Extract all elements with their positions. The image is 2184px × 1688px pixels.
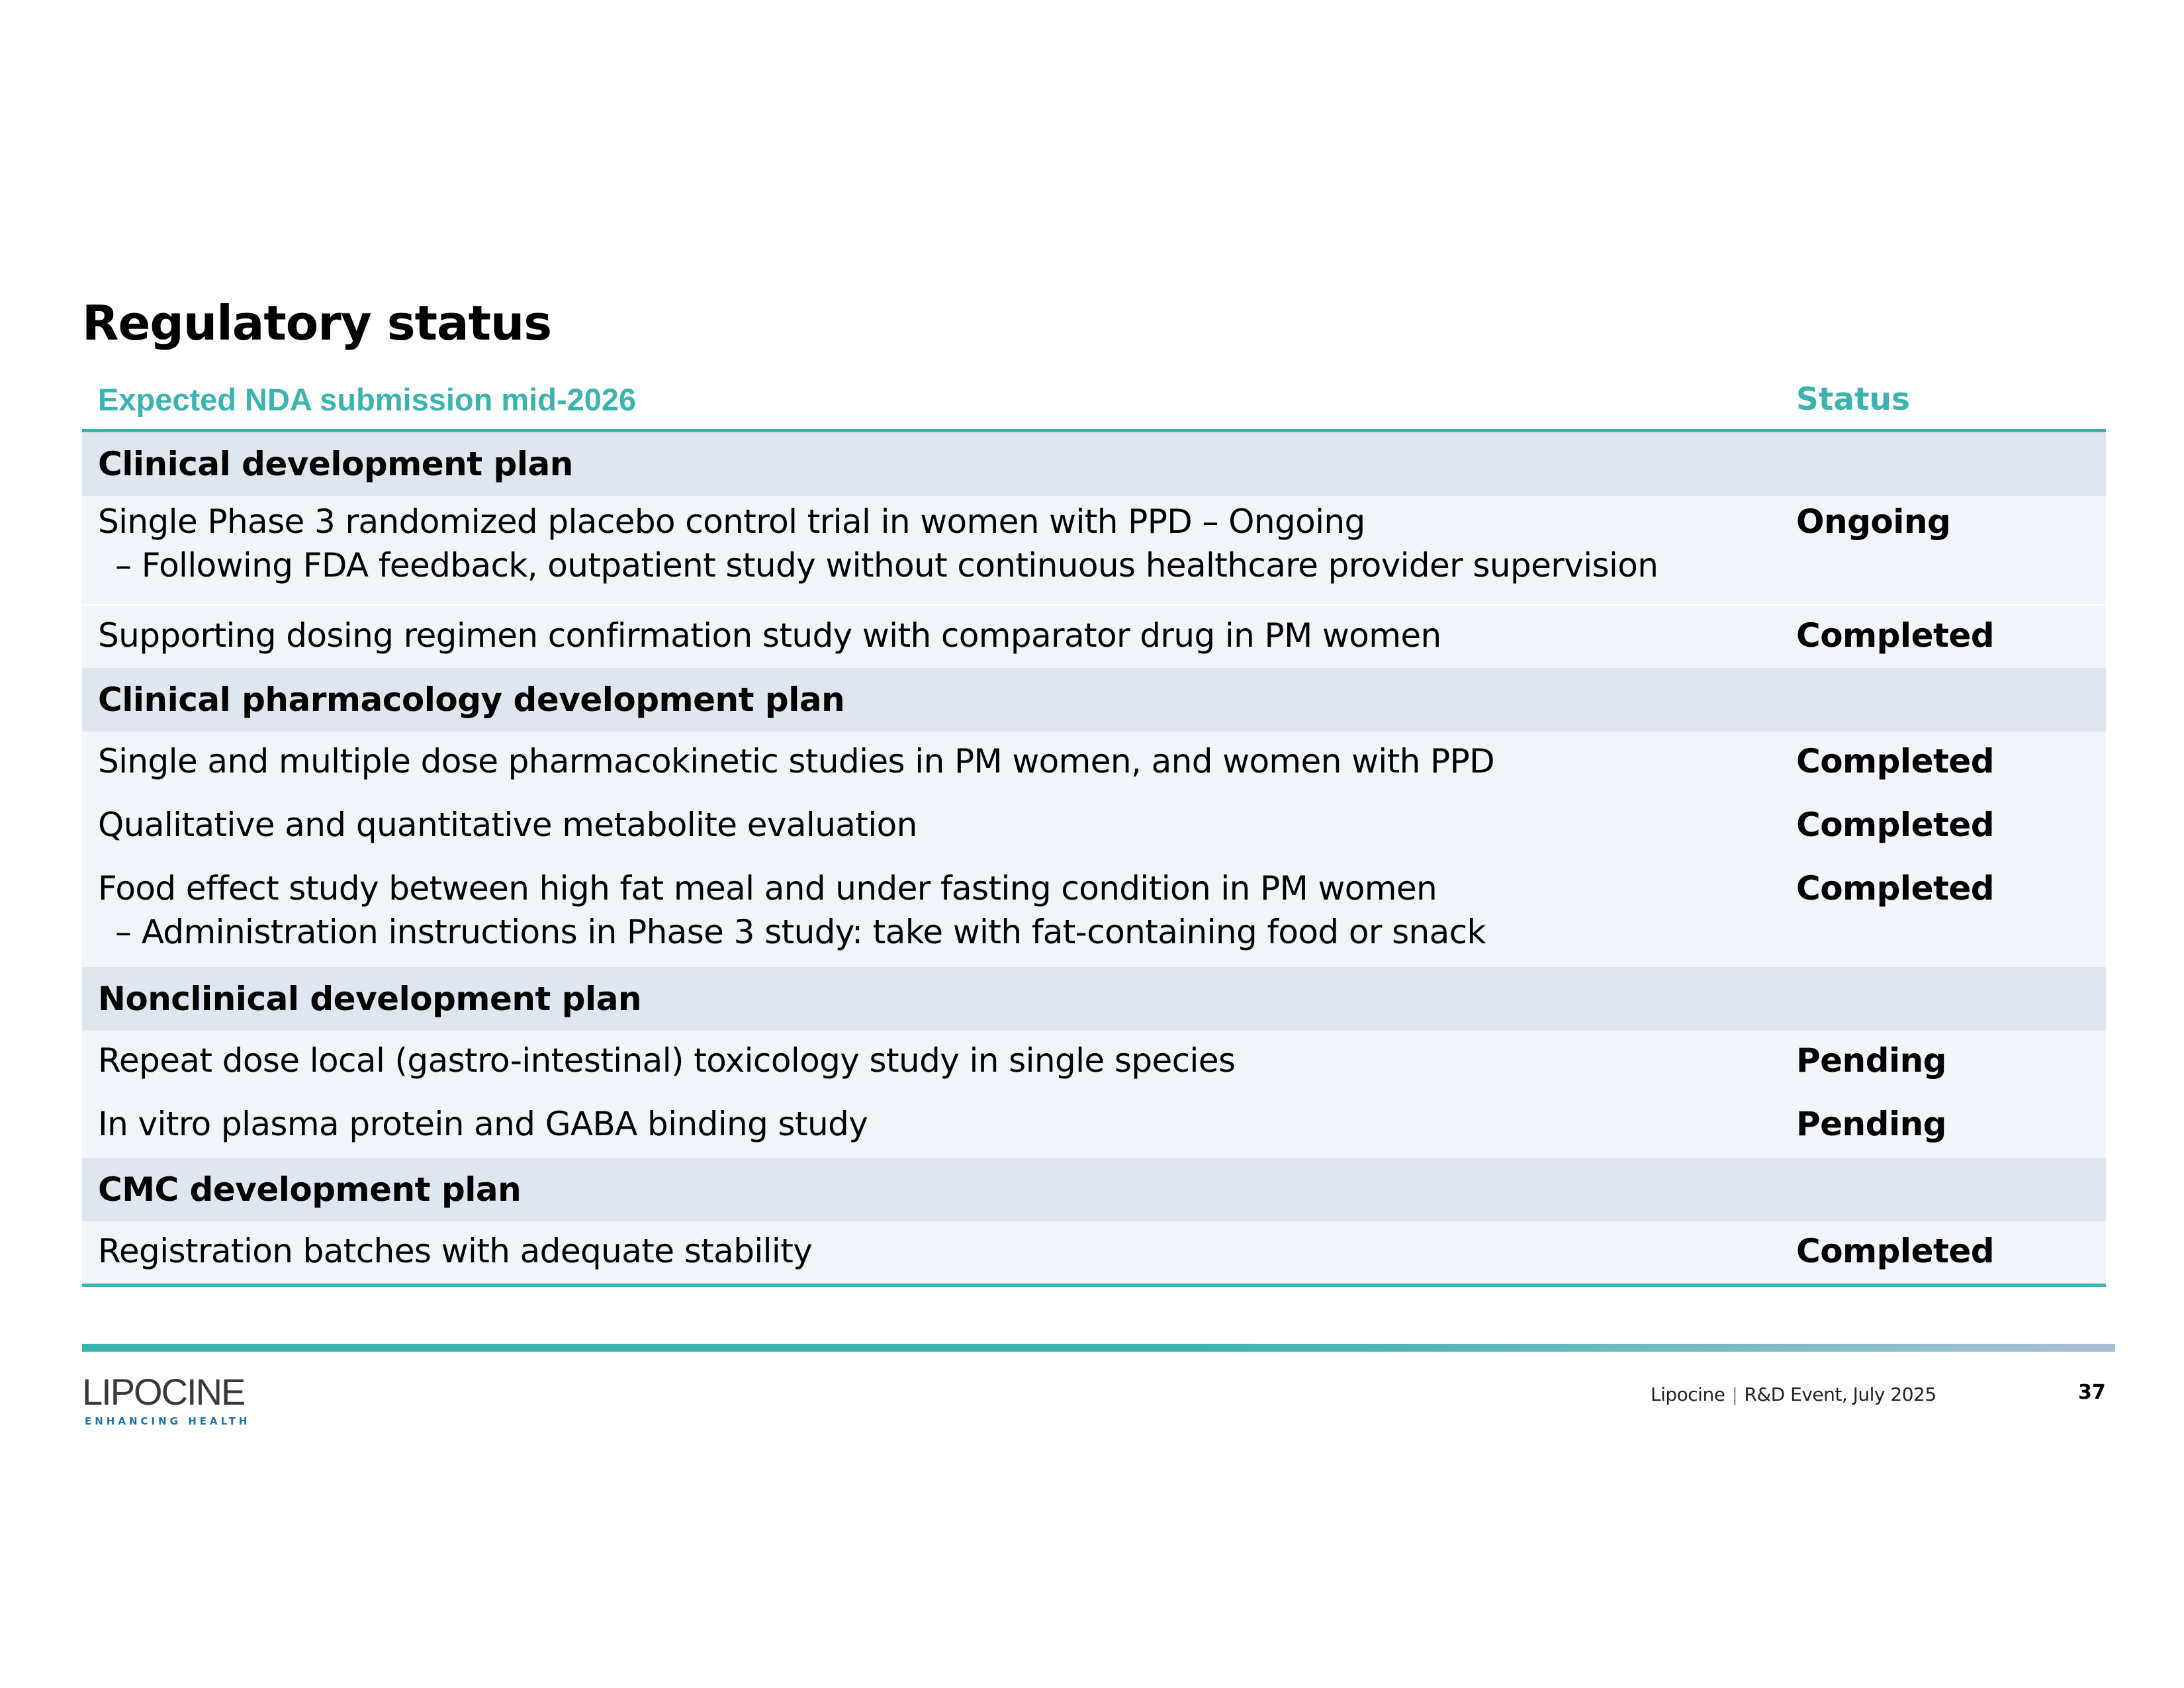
row-description [98,867,1766,954]
row-subtext: – Following FDA feedback, outpatient study without continuous healthcare provider supervision [115,546,1659,585]
table-row [82,1031,2106,1094]
table-row [82,731,2106,795]
row-text: Single and multiple dose pharmacokinetic studies in PM women, and women with PPD [98,742,1495,780]
logo-tagline: ENHANCING HEALTH [85,1415,251,1427]
table-bottom-rule [82,1284,2106,1287]
row-text: Single Phase 3 randomized placebo control trial in women with PPD – Ongoing [98,502,1365,541]
status-pending: Pending [1796,1041,1946,1080]
header-nda-submission: Expected NDA submission mid-2026 [98,382,637,417]
table-row [82,496,2106,604]
row-text: Registration batches with adequate stability [98,1232,813,1270]
row-text: In vitro plasma protein and GABA binding study [98,1105,868,1143]
status-pending: Pending [1796,1105,1946,1143]
table-row [82,795,2106,859]
section-nonclinical-development: Nonclinical development plan [82,967,2106,1031]
row-text: Qualitative and quantitative metabolite evaluation [98,806,917,844]
row-text: Food effect study between high fat meal and under fasting condition in PM women [98,869,1437,908]
regulatory-status-table [82,371,2106,1287]
status-completed: Completed [1796,616,1995,655]
footer-company: Lipocine [1651,1383,1725,1405]
status-completed: Completed [1796,742,1995,780]
table-row [82,1221,2106,1284]
page-title: Regulatory status [82,295,552,351]
status-completed: Completed [1796,869,1995,908]
row-text: Repeat dose local (gastro-intestinal) toxicology study in single species [98,1041,1236,1080]
section-clinical-pharmacology: Clinical pharmacology development plan [82,668,2106,731]
row-text: Supporting dosing regimen confirmation study with comparator drug in PM women [98,616,1441,655]
table-row [82,859,2106,967]
footer-event-info [1651,1383,1936,1405]
lipocine-logo [82,1370,281,1432]
status-completed: Completed [1796,806,1995,844]
status-ongoing: Ongoing [1796,502,1951,541]
footer-separator: | [1731,1383,1738,1405]
page-number: 37 [2078,1381,2106,1404]
table-row [82,604,2106,668]
logo-wordmark: LIPOCINE [82,1371,245,1413]
lipocine-logo-mark [82,1370,281,1430]
header-status: Status [1796,381,1910,418]
row-subtext: – Administration instructions in Phase 3 study: take with fat-containing food or snack [115,913,1486,951]
status-completed: Completed [1796,1232,1995,1270]
row-description [98,500,1766,587]
section-clinical-development: Clinical development plan [82,432,2106,496]
footer-divider-bar [82,1344,2115,1352]
table-row [82,1094,2106,1158]
section-cmc-development: CMC development plan [82,1158,2106,1221]
table-header [82,371,2106,432]
footer-event: R&D Event, July 2025 [1744,1383,1936,1405]
